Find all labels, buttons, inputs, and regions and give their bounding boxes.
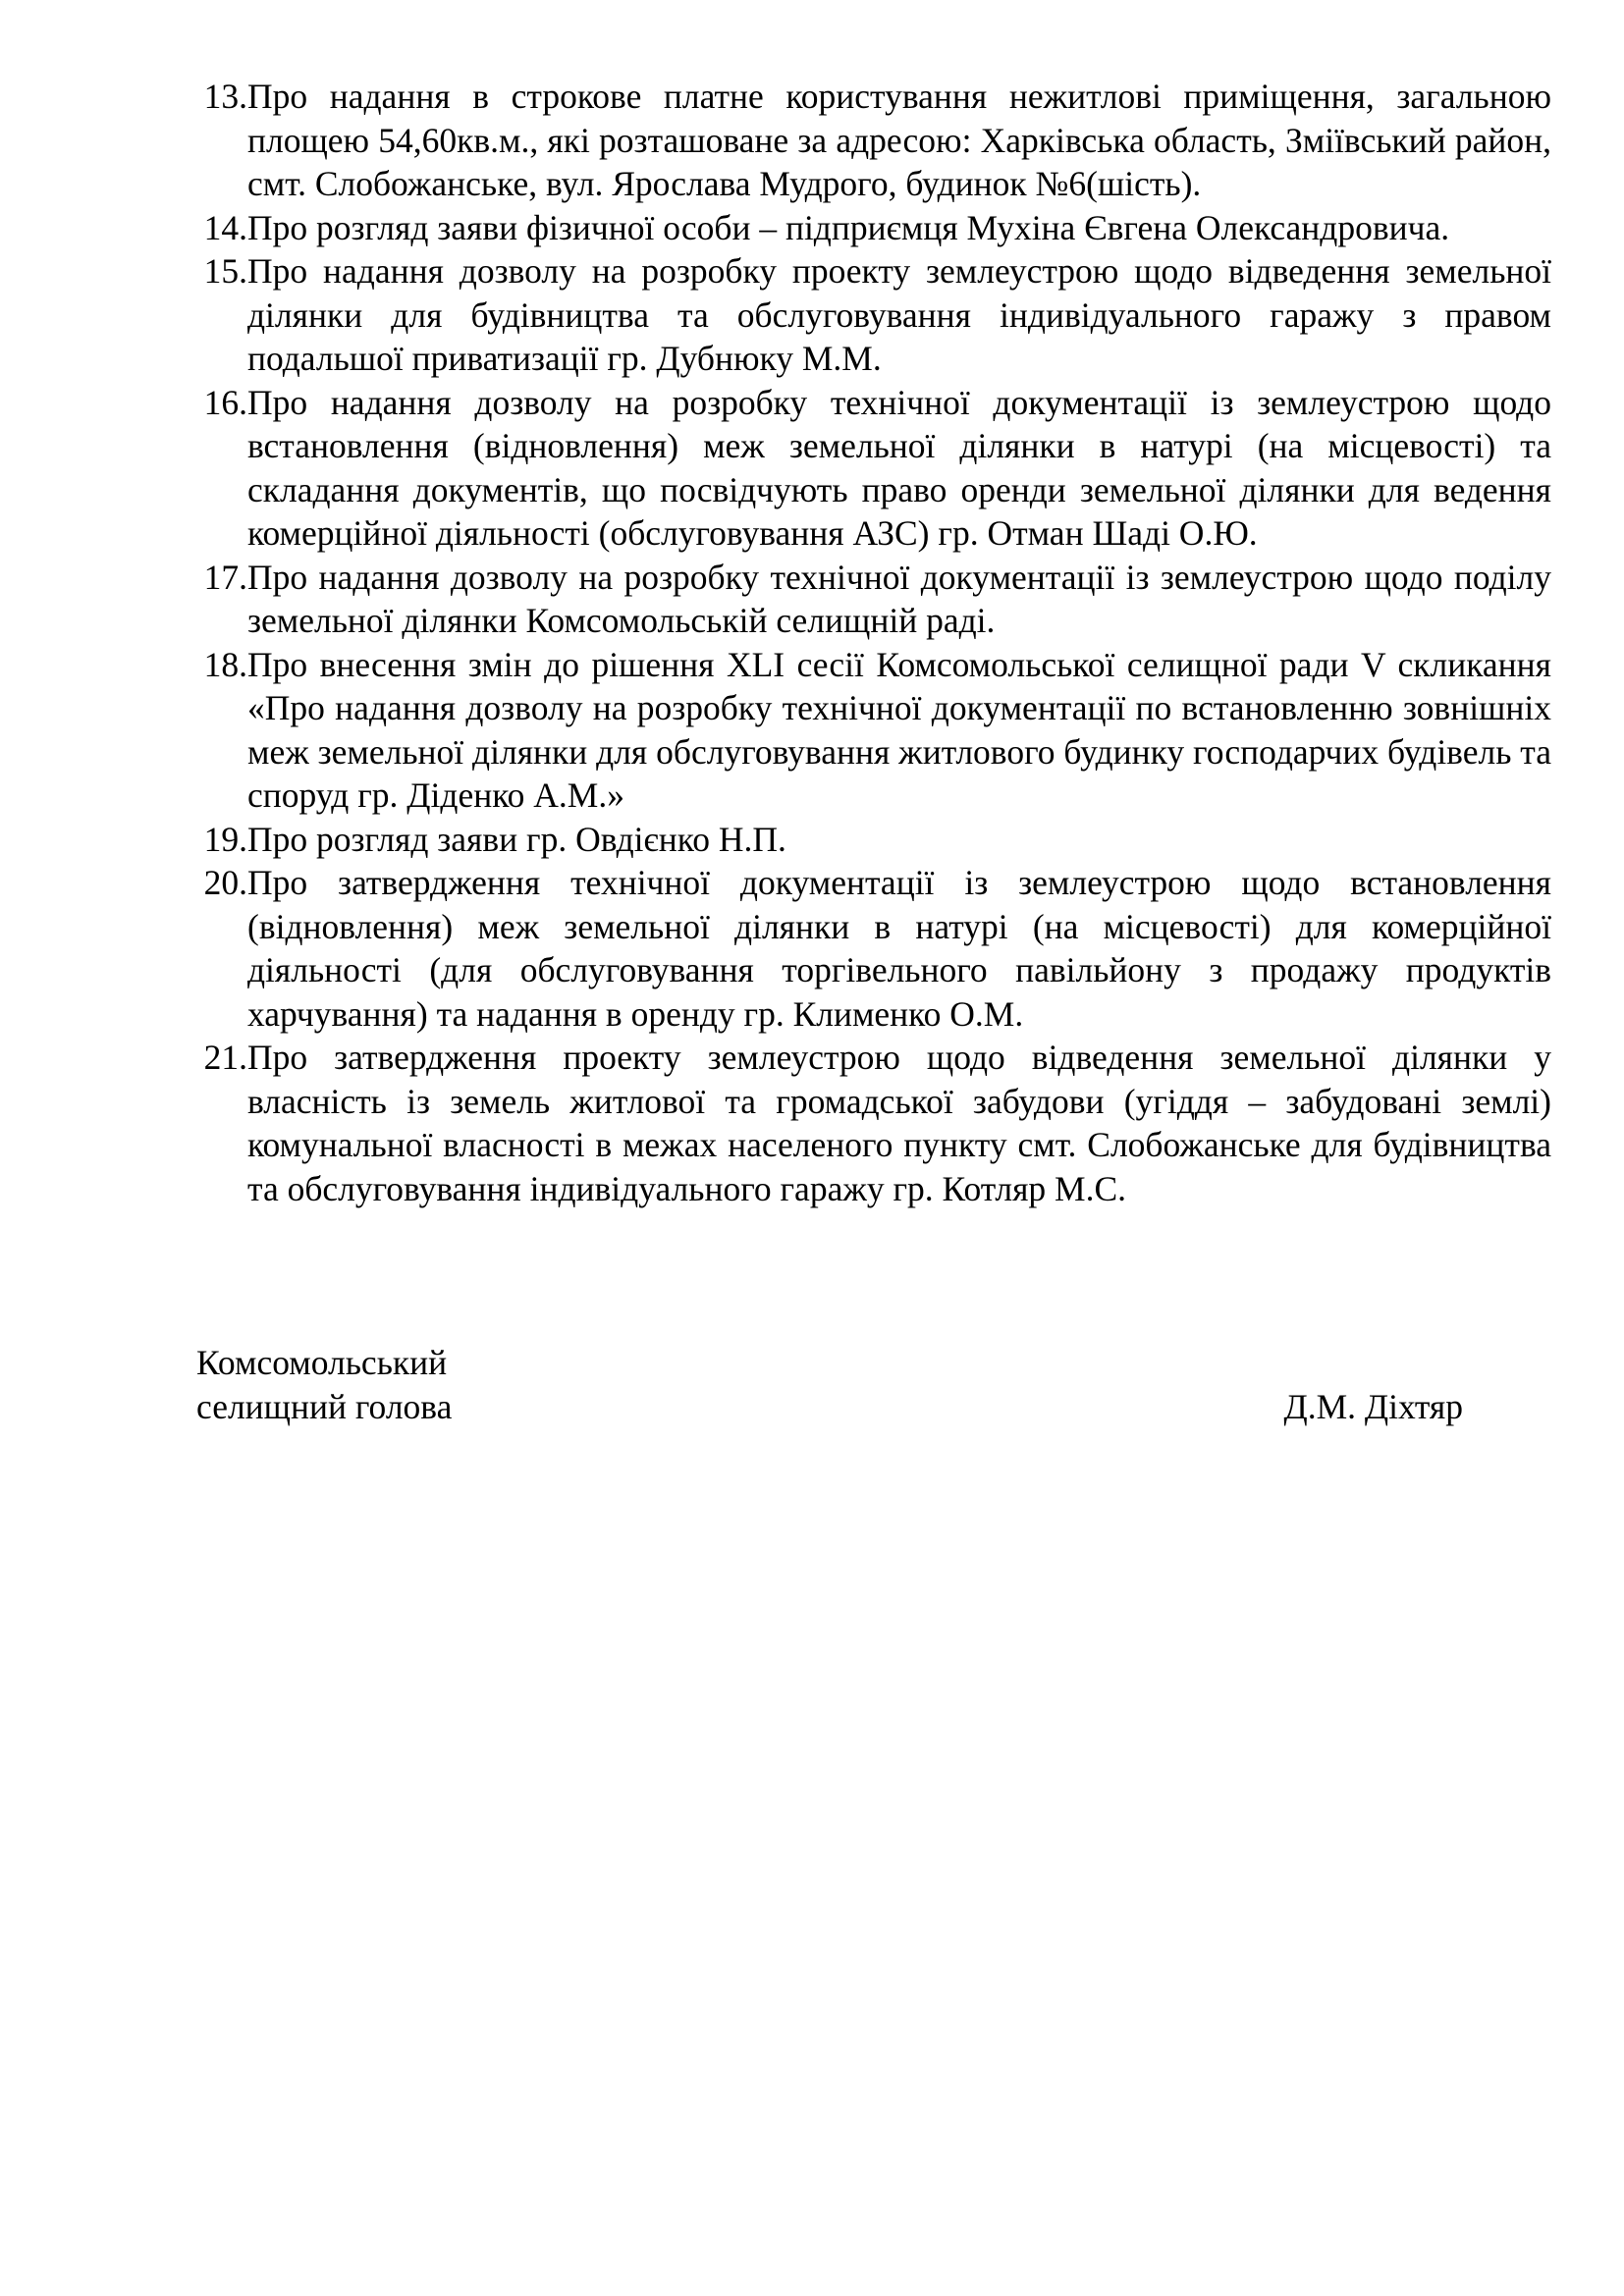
agenda-item [196,556,1551,643]
signature-line [196,1385,1463,1429]
agenda-item [196,643,1551,818]
agenda-item-number: 14. [203,207,247,247]
agenda-item [196,75,1551,206]
agenda-item-text: Про надання дозволу на розробку технічної документації із землеустрою щодо встановлення (відновлення) меж земельної ділянки в натурі (на місцевості) та складання документів, що посвідчують право оренди земельної ділянки для ведення комерційної діяльності (обслуговування АЗС) гр. Отман Шаді О.Ю. [247,382,1551,553]
agenda-item-number: 20. [203,863,247,902]
agenda-item-text: Про внесення змін до рішення XLI сесії Комсомольської селищної ради V скликання «Про надання дозволу на розробку технічної документації по встановленню зовнішніх меж земельної ділянки для обслуговування житлового будинку господарчих будівель та споруд гр. Діденко А.М.» [247,644,1551,815]
agenda-item [196,1036,1551,1210]
agenda-item-number: 13. [203,77,247,116]
agenda-item-number: 15. [203,251,247,291]
agenda-item [196,249,1551,381]
signatory-name: Д.М. Діхтяр [1283,1387,1463,1426]
agenda-item-number: 18. [203,644,247,684]
signature-block [196,1341,1463,1429]
agenda-item [196,861,1551,1036]
agenda-list [196,75,1551,1210]
agenda-item-text: Про надання дозволу на розробку технічної документації із землеустрою щодо поділу земельної ділянки Комсомольській селищній раді. [247,557,1551,640]
signatory-title-line2: селищний голова [196,1387,453,1426]
agenda-item-text: Про надання в строкове платне користування нежитлові приміщення, загальною площею 54,60кв.м., які розташоване за адресою: Харківська область, Зміївський район, смт. Слобожанське, вул. Ярослава Мудрого, будинок №6(шість). [247,77,1551,203]
agenda-item [196,818,1551,862]
agenda-item-number: 19. [203,819,247,859]
agenda-item-number: 16. [203,382,247,422]
signatory-title-line1: Комсомольський [196,1343,448,1382]
agenda-item-text: Про затвердження технічної документації із землеустрою щодо встановлення (відновлення) меж земельної ділянки в натурі (на місцевості) для комерційної діяльності (для обслуговування торгівельного павільйону з продажу продуктів харчування) та надання в оренду гр. Клименко О.М. [247,863,1551,1034]
agenda-item-number: 21. [203,1038,247,1077]
agenda-item-number: 17. [203,557,247,597]
agenda-item [196,206,1551,250]
agenda-item-text: Про надання дозволу на розробку проекту землеустрою щодо відведення земельної ділянки для будівництва та обслуговування індивідуального гаражу з правом подальшої приватизації гр. Дубнюку М.М. [247,251,1551,378]
agenda-item-text: Про затвердження проекту землеустрою щодо відведення земельної ділянки у власність із земель житлової та громадської забудови (угіддя – забудовані землі) комунальної власності в межах населеного пункту смт. Слобожанське для будівництва та обслуговування індивідуального гаражу гр. Котляр М.С. [247,1038,1551,1208]
agenda-item [196,381,1551,556]
agenda-item-text: Про розгляд заяви гр. Овдієнко Н.П. [247,819,786,859]
agenda-item-text: Про розгляд заяви фізичної особи – підприємця Мухіна Євгена Олександровича. [247,207,1450,247]
